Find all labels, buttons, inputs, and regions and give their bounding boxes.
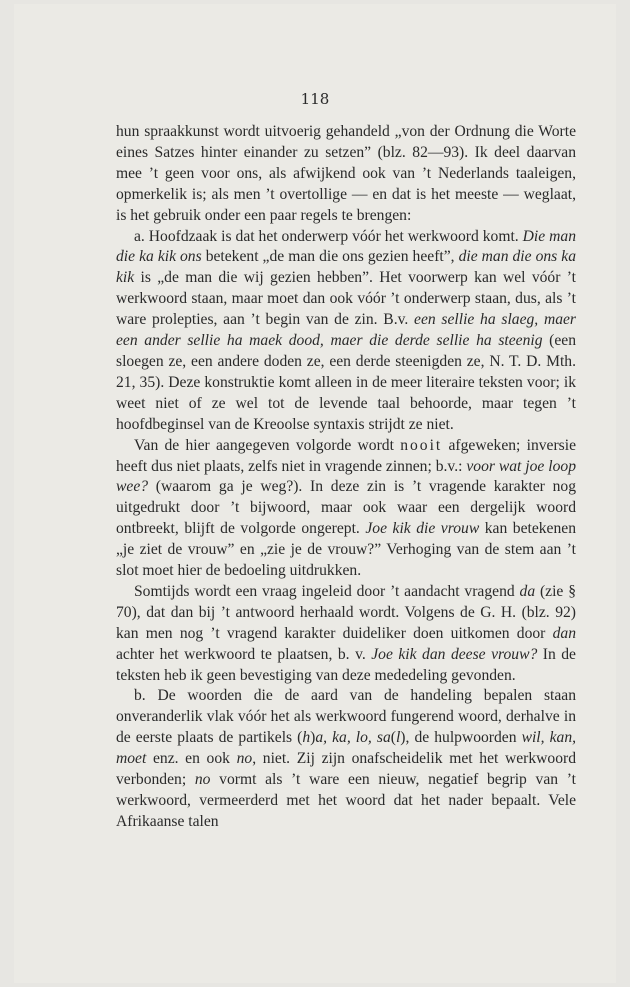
italic-text: a, ka, lo, sa <box>315 729 391 747</box>
italic-text: Die man die ka kik ons <box>116 227 576 266</box>
italic-text: h <box>302 729 311 747</box>
text-run: betekent „de man die ons gezien heeft”, <box>201 248 459 266</box>
italic-text: voor wat joe loop wee? <box>116 457 576 496</box>
text-run: ( <box>390 729 396 747</box>
text-run: ), de hulpwoorden <box>400 729 522 747</box>
paragraph <box>116 436 576 582</box>
text-run: vormt als ’t ware een nieuw, negatief begrip van ’t werkwoord, vermeerderd met het woord dat het nader bepaalt. Vele Afrikaanse talen <box>116 771 576 830</box>
spaced-text: nooit <box>400 436 443 454</box>
text-run: (een sloegen ze, een andere doden ze, een derde steenigden ze, N. T. D. Mth. 21, 35). Deze konstruktie komt alleen in de meer literaire teksten voor; ik weet niet of ze wel tot de levende taal behoorde, maar tegen ’t hoofdbeginsel van de Kreoolse syntaxis strijdt ze niet. <box>116 332 576 433</box>
italic-text: l <box>395 729 401 747</box>
paragraph <box>116 686 576 832</box>
page-number: 118 <box>300 90 330 108</box>
text-run: enz. en ook <box>146 750 237 768</box>
italic-text: wil, kan, moet <box>116 729 577 768</box>
text-run: hun spraakkunst wordt uitvoerig gehandeld „von der Ordnung die Worte eines Satzes hinter einander zu setzen” (blz. 82—93). Ik deel daarvan mee ’t geen voor ons, als afwijkend ook van ’t Nederlands taaleigen, opmerkelik is; als men ’t overtollige — en dat is het meeste — weglaat, is het gebruik onder een paar regels te brengen: <box>116 123 576 224</box>
italic-text: Joe kik dan deese vrouw? <box>371 645 538 663</box>
text-run: a. Hoofdzaak is dat het onderwerp vóór het werkwoord komt. <box>134 227 523 245</box>
text-run: Van de hier aangegeven volgorde wordt <box>134 436 401 454</box>
italic-text: da <box>519 582 536 600</box>
text-run: ) <box>310 729 316 747</box>
paragraph <box>116 227 576 436</box>
text-run: , niet. Zij zijn onafscheidelik met het werkwoord verbonden; <box>116 750 576 789</box>
italic-text: een sellie ha slaeg, maer een ander sellie ha maek dood, maer die derde sellie ha steenig <box>116 311 576 350</box>
text-run: achter het werkwoord te plaatsen, b. v. <box>116 645 372 663</box>
paragraph <box>116 582 576 687</box>
text-run: kan betekenen „je ziet de vrouw” en „zie je de vrouw?” Verhoging van de stem aan ’t slot moet hier de bedoeling uitdrukken. <box>116 520 576 580</box>
text-run: In de teksten heb ik geen bevestiging van deze mededeling gevonden. <box>116 645 576 684</box>
italic-text: die man die ons ka kik <box>116 248 576 287</box>
text-run: is „de man die wij gezien hebben”. Het voorwerp kan wel vóór ’t werkwoord staan, maar moet dan ook vóór ’t onderwerp staan, dus, als ’t ware prolepties, aan ’t begin van de zin. B.v. <box>116 269 576 329</box>
text-run: afgeweken; inversie heeft dus niet plaats, zelfs niet in vragende zinnen; b.v.: <box>116 436 576 475</box>
text-run: (waarom ga je weg?). In deze zin is ’t vragende karakter nog uitgedrukt door ’t bijwoord, maar ook waar een dergelijk woord ontbreekt, blijft de volgorde ongerept. <box>116 478 576 538</box>
page <box>14 4 616 983</box>
text-run: Somtijds wordt een vraag ingeleid door ’t aandacht vragend <box>134 582 520 600</box>
body-text <box>116 122 576 833</box>
italic-text: dan <box>552 624 576 642</box>
text-run: (zie § 70), dat dan bij ’t antwoord herhaald wordt. Volgens de G. H. (blz. 92) kan men nog ’t vragend karakter duideliker doen uitkomen door <box>116 582 576 642</box>
paragraph <box>116 122 576 227</box>
italic-text: Joe kik die vrouw <box>365 520 480 538</box>
italic-text: no <box>236 750 253 768</box>
italic-text: no <box>194 771 211 789</box>
text-run: b. De woorden die de aard van de handeling bepalen staan onveranderlik vlak vóór het als werkwoord fungerend woord, derhalve in de eerste plaats de partikels ( <box>116 687 576 747</box>
